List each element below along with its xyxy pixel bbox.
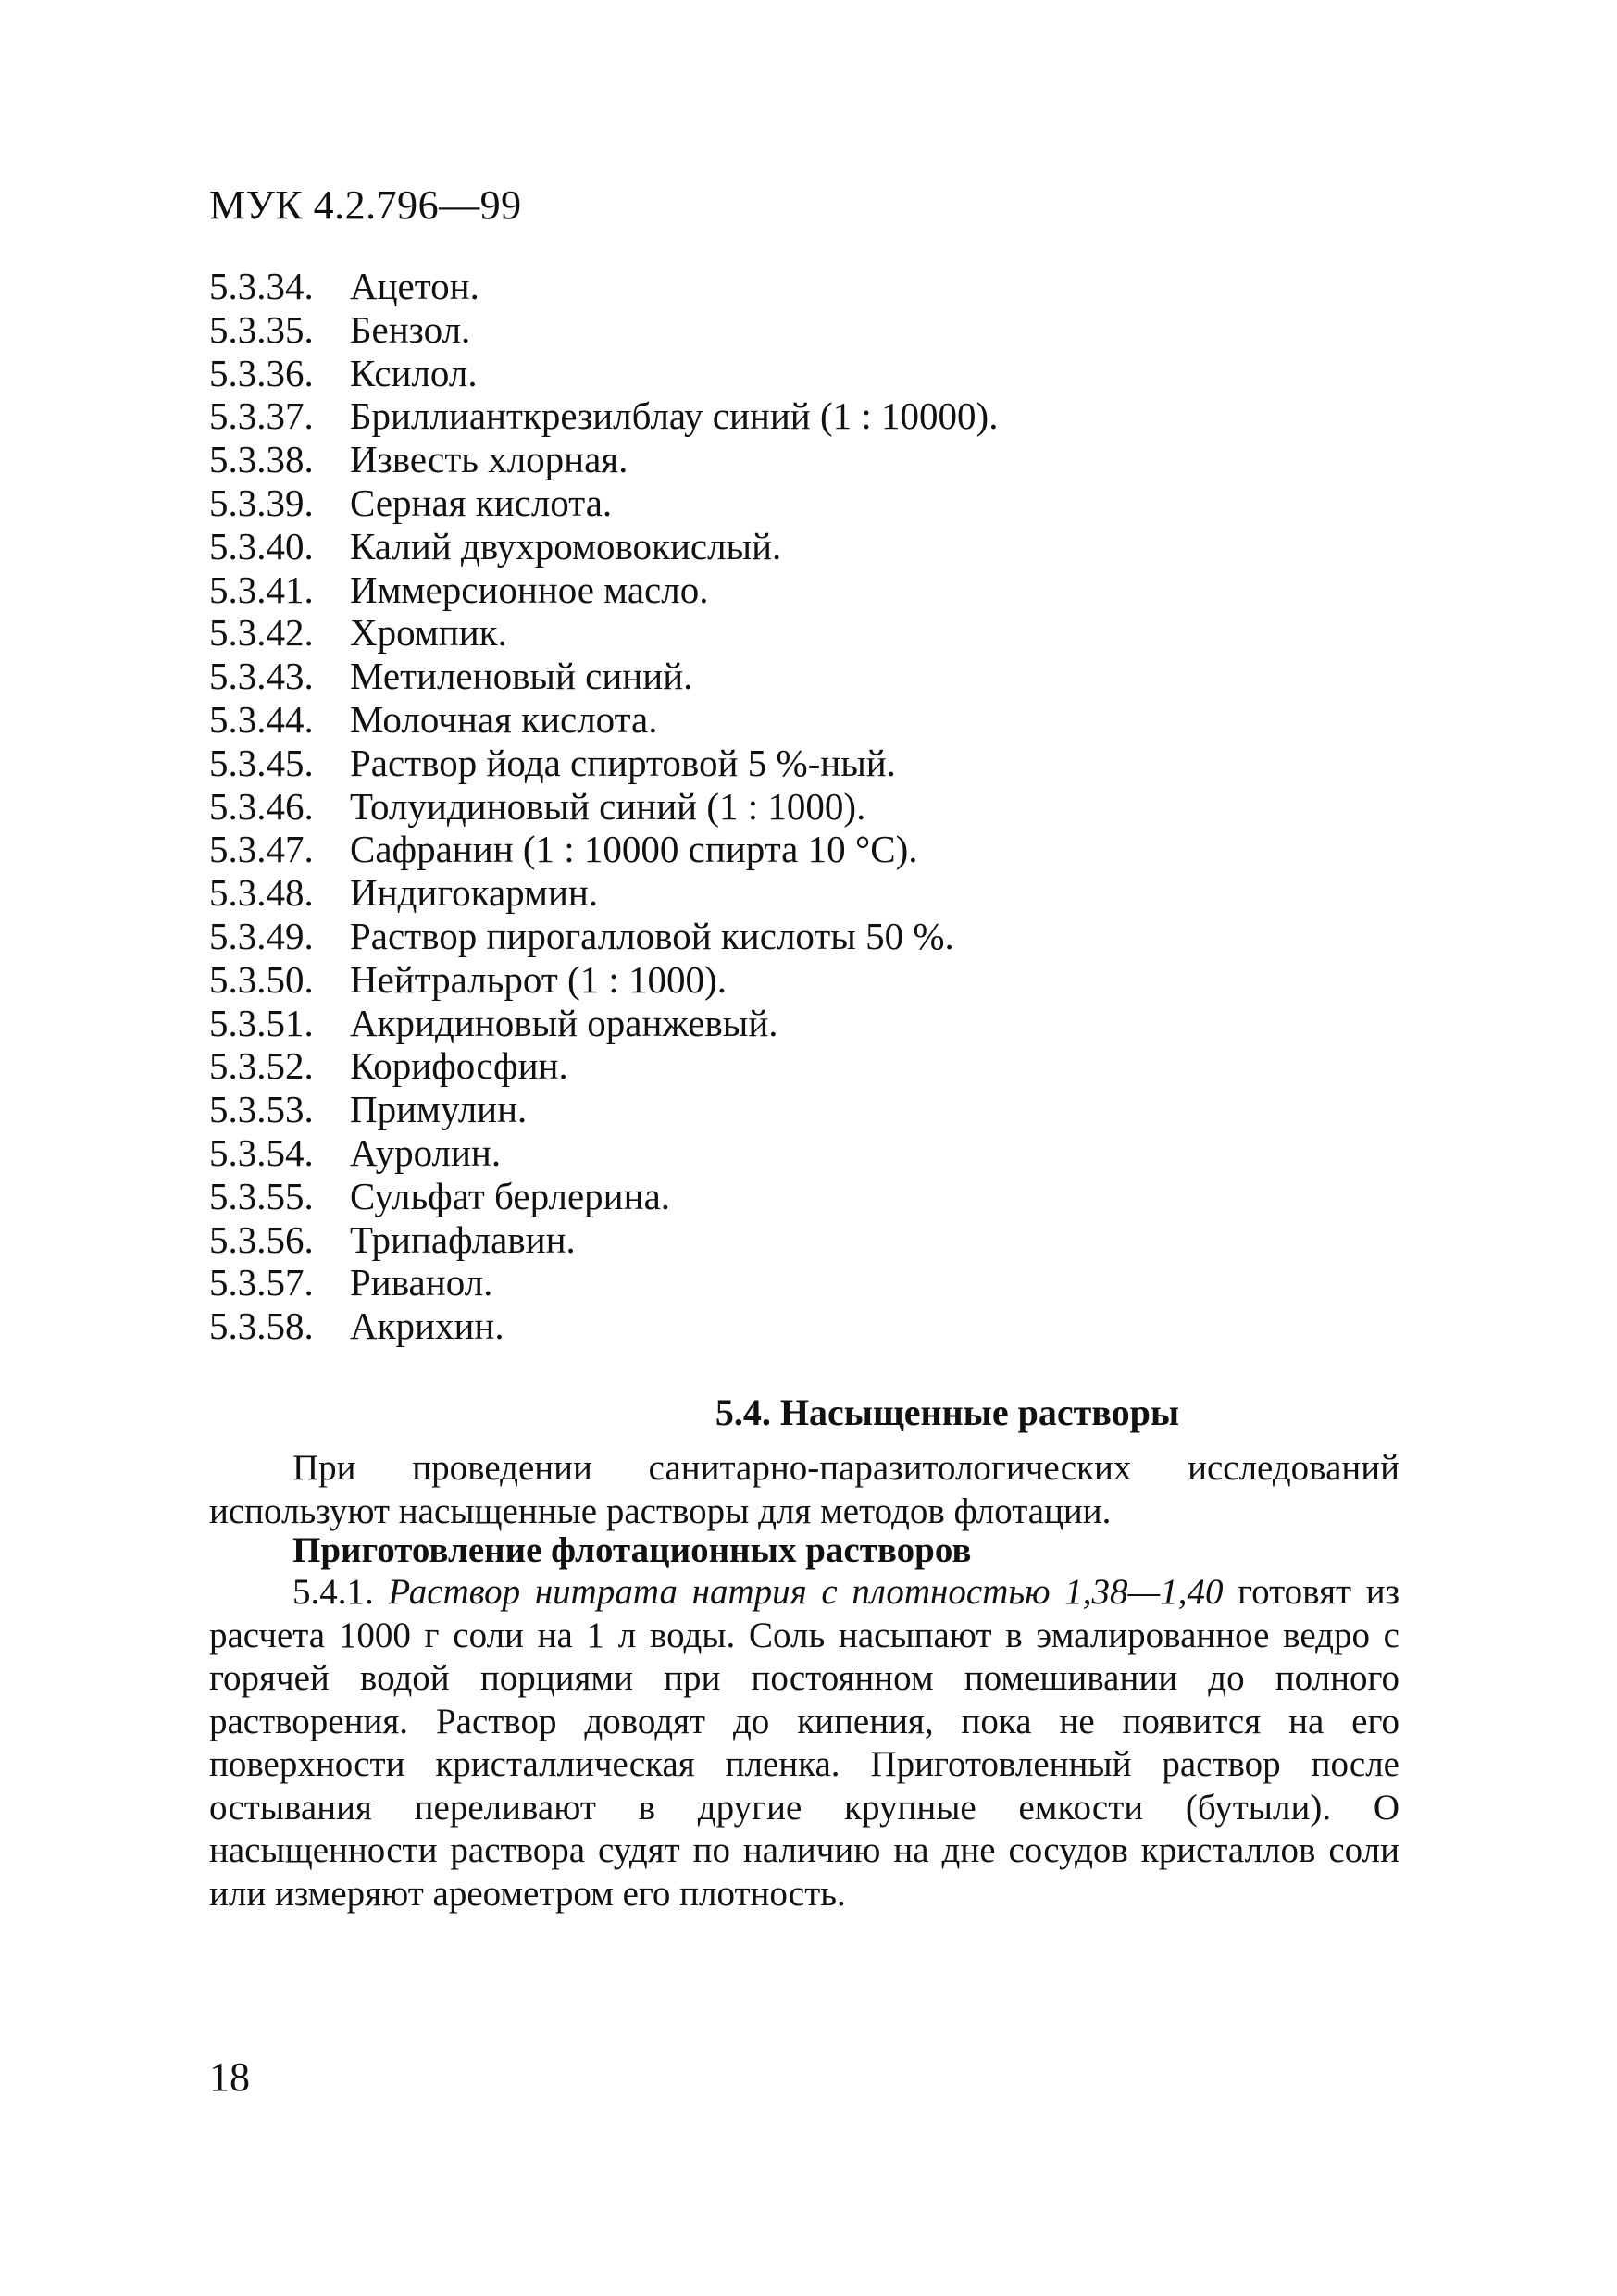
list-item xyxy=(209,785,1412,829)
list-item xyxy=(209,611,1412,655)
reagent-number: 5.3.45. xyxy=(209,741,314,784)
reagent-number: 5.3.34. xyxy=(209,265,314,307)
reagent-list xyxy=(209,265,1412,1348)
list-item xyxy=(209,1131,1412,1175)
section-heading xyxy=(0,1391,1617,1435)
reagent-name: Риванол. xyxy=(350,1261,493,1304)
reagent-number: 5.3.41. xyxy=(209,568,314,611)
reagent-number: 5.3.40. xyxy=(209,524,314,568)
reagent-name: Примулин. xyxy=(350,1088,528,1131)
paragraph-text: готовят из расчета 1000 г соли на 1 л воды. Соль насыпают в эмалированное ведро с горячей водой порциями при постоянном помешивании до полного растворения. Раствор доводят до кипения, пока не появится на его поверхности кристаллическая пленка. Приготовленный раствор после остывания переливают в другие крупные емкости (бутыли). О насыщенности раствора судят по наличию на дне сосудов кристаллов соли или измеряют ареометром его плотность. xyxy=(209,1572,1400,1914)
list-item xyxy=(209,1304,1412,1348)
reagent-name: Раствор йода спиртовой 5 %-ный. xyxy=(350,741,896,784)
reagent-number: 5.3.43. xyxy=(209,655,314,698)
reagent-number: 5.3.37. xyxy=(209,394,314,438)
subheading: Приготовление флотационных растворов xyxy=(292,1530,972,1570)
reagent-name: Калий двухромовокислый. xyxy=(350,524,782,568)
reagent-number: 5.3.38. xyxy=(209,438,314,481)
reagent-name: Нейтральрот (1 : 1000). xyxy=(350,957,727,1001)
reagent-name: Хромпик. xyxy=(350,611,507,655)
reagent-name: Ксилол. xyxy=(350,351,478,394)
reagent-name: Иммерсионное масло. xyxy=(350,568,709,611)
reagent-name: Трипафлавин. xyxy=(350,1217,576,1261)
list-item xyxy=(209,871,1412,915)
reagent-name: Ацетон. xyxy=(350,265,479,307)
reagent-number: 5.3.36. xyxy=(209,351,314,394)
paragraph-number: 5.4.1. xyxy=(292,1572,374,1612)
reagent-number: 5.3.46. xyxy=(209,784,314,828)
list-item xyxy=(209,1002,1412,1045)
reagent-name: Акрихин. xyxy=(350,1304,504,1348)
reagent-name: Ауролин. xyxy=(350,1130,502,1174)
reagent-number: 5.3.39. xyxy=(209,480,314,524)
reagent-number: 5.3.47. xyxy=(209,828,314,871)
page-number: 18 xyxy=(209,2054,250,2100)
reagent-number: 5.3.57. xyxy=(209,1261,314,1304)
list-item xyxy=(209,1218,1412,1262)
list-item xyxy=(209,742,1412,785)
reagent-number: 5.3.50. xyxy=(209,957,314,1001)
document-code: МУК 4.2.796—99 xyxy=(209,182,522,228)
reagent-number: 5.3.42. xyxy=(209,611,314,655)
list-item xyxy=(209,698,1412,742)
reagent-name: Бриллианткрезилблау синий (1 : 10000). xyxy=(350,394,999,438)
reagent-number: 5.3.35. xyxy=(209,307,314,351)
list-item xyxy=(209,438,1412,481)
reagent-number: 5.3.49. xyxy=(209,914,314,957)
list-item xyxy=(209,1088,1412,1131)
list-item xyxy=(209,394,1412,438)
reagent-name: Бензол. xyxy=(350,307,471,351)
reagent-name: Серная кислота. xyxy=(350,480,613,524)
list-item xyxy=(209,1044,1412,1088)
reagent-number: 5.3.53. xyxy=(209,1088,314,1131)
intro-paragraph: При проведении санитарно-паразитологических исследований используют насыщенные растворы для методов флотации. xyxy=(209,1448,1399,1531)
reagent-number: 5.3.54. xyxy=(209,1130,314,1174)
reagent-name: Индигокармин. xyxy=(350,871,599,915)
reagent-name: Толуидиновый синий (1 : 1000). xyxy=(350,784,866,828)
reagent-name: Корифосфин. xyxy=(350,1044,568,1088)
list-item xyxy=(209,655,1412,698)
reagent-number: 5.3.56. xyxy=(209,1217,314,1261)
list-item xyxy=(209,568,1412,612)
paragraph-italic-title: Раствор нитрата натрия с плотностью 1,38—1,40 xyxy=(388,1572,1224,1612)
reagent-name: Молочная кислота. xyxy=(350,697,658,741)
list-item xyxy=(209,915,1412,958)
reagent-number: 5.3.52. xyxy=(209,1044,314,1088)
list-item xyxy=(209,481,1412,525)
list-item xyxy=(209,308,1412,352)
reagent-name: Раствор пирогалловой кислоты 50 %. xyxy=(350,914,954,957)
reagent-number: 5.3.51. xyxy=(209,1001,314,1044)
reagent-name: Известь хлорная. xyxy=(350,438,628,481)
list-item xyxy=(209,352,1412,395)
reagent-name: Акридиновый оранжевый. xyxy=(350,1001,778,1044)
reagent-number: 5.3.58. xyxy=(209,1304,314,1348)
reagent-number: 5.3.55. xyxy=(209,1174,314,1217)
list-item xyxy=(209,1261,1412,1304)
body-paragraph xyxy=(209,1571,1399,1915)
list-item xyxy=(209,828,1412,871)
list-item xyxy=(209,1175,1412,1218)
reagent-name: Метиленовый синий. xyxy=(350,655,693,698)
reagent-number: 5.3.44. xyxy=(209,697,314,741)
reagent-name: Сафранин (1 : 10000 спирта 10 °С). xyxy=(350,828,918,871)
reagent-number: 5.3.48. xyxy=(209,871,314,915)
list-item xyxy=(209,958,1412,1002)
list-item xyxy=(209,265,1412,308)
reagent-name: Сульфат берлерина. xyxy=(350,1174,671,1217)
section-heading-text: 5.4. Насыщенные растворы xyxy=(715,1391,1180,1433)
list-item xyxy=(209,525,1412,568)
